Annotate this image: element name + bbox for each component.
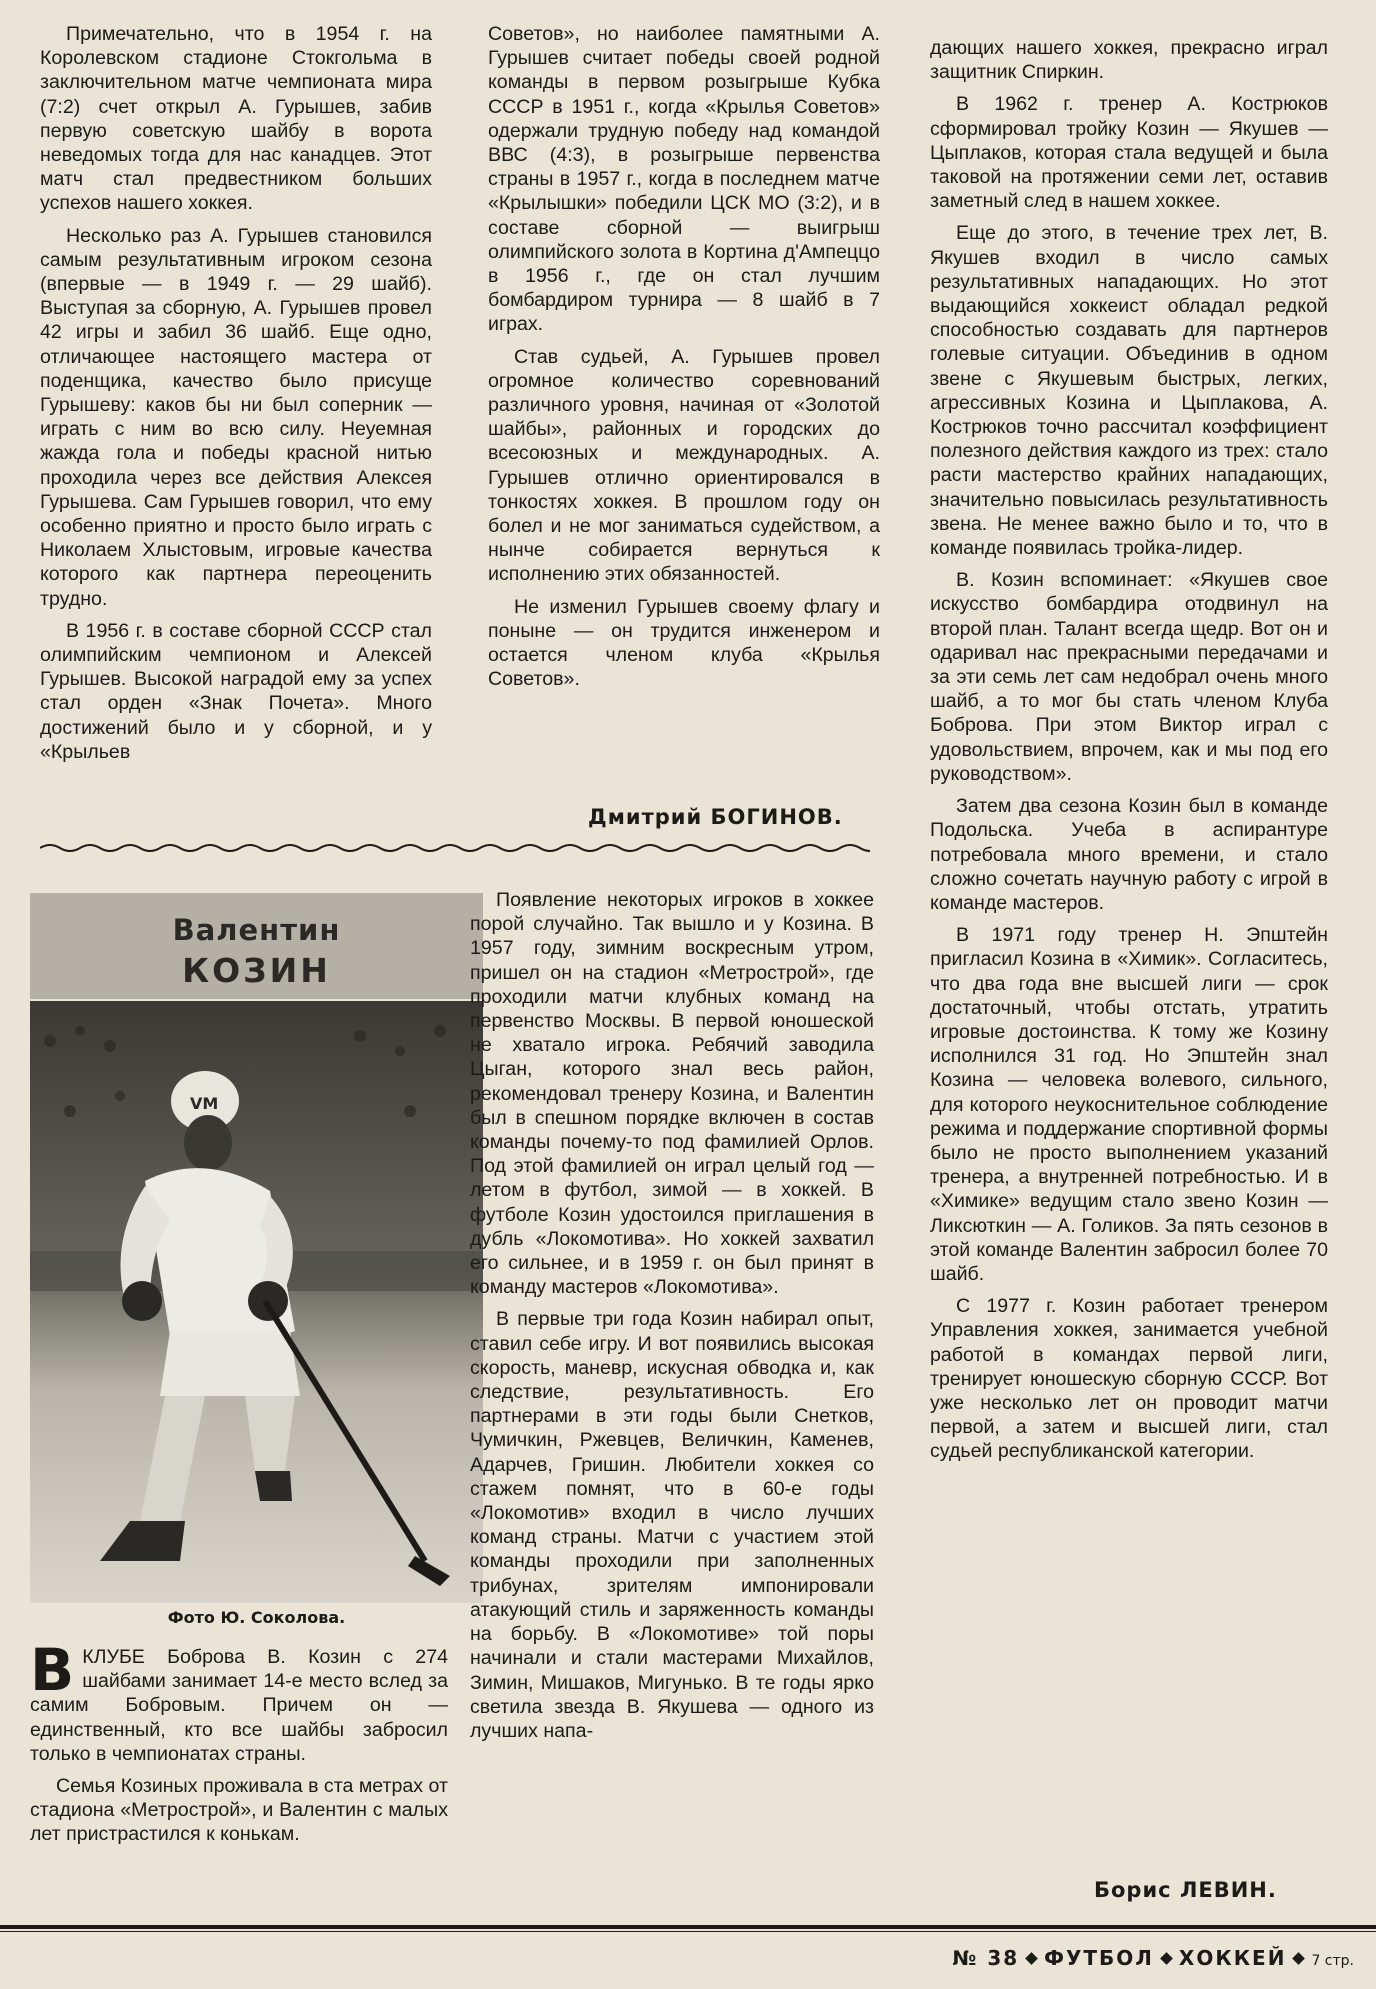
hockey-player-illustration [30, 1001, 483, 1603]
paragraph: В 1962 г. тренер А. Кострюков сформировал тройку Козин — Якушев — Цыплаков, которая стала ведущей и была таковой на протяжении семи лет, оставив заметный след в нашем хоккее. [930, 93, 1328, 213]
paragraph: дающих нашего хоккея, прекрасно играл защитник Спиркин. [930, 37, 1328, 84]
footer-rule [0, 1925, 1376, 1929]
svg-text:VM: VM [190, 1094, 219, 1113]
header-first-name: Валентин [172, 913, 341, 947]
paper-title-part2: ХОККЕЙ [1178, 1946, 1287, 1970]
article1-column2 [488, 22, 880, 699]
article1-column1 [40, 22, 432, 772]
page-number: 7 стр. [1311, 1953, 1354, 1969]
drop-cap: В [30, 1636, 75, 1704]
header-last-name: КОЗИН [182, 951, 331, 990]
paragraph: Несколько раз А. Гурышев становился самым результативным игроком сезона (впервые — в 1949 г. — 29 шайб). Выступая за сборную, А. Гурышев провел 42 игры и забил 36 шайб. Еще одно, отличающее настоящего мастера от поденщика, качество было присуще Гурышеву: каков бы ни был соперник — играть с ним во всю силу. Неуемная жажда гола и победы красной нитью проходила через все действия Алексея Гурышева. Сам Гурышев говорил, что ему особенно приятно и просто было играть с Николаем Хлыстовым, игровые качества которого как партнера переоценить трудно. [40, 224, 432, 610]
article1-author: Дмитрий БОГИНОВ. [588, 805, 843, 829]
photo-caption: Фото Ю. Соколова. [167, 1608, 346, 1627]
lead-text: КЛУБЕ Боброва В. Козин с 274 шайбами занимает 14-е место вслед за самим Бобровым. Причем он — единственный, кто все шайбы забросил только в чемпионатах страны. [30, 1646, 448, 1765]
page-footer [952, 1946, 1354, 1970]
issue-number: № 38 [952, 1946, 1020, 1970]
lead-paragraph [30, 1636, 448, 1766]
article2-column2 [470, 888, 874, 1751]
paragraph: В первые три года Козин набирал опыт, ставил себе игру. И вот появились высокая скорость, маневр, искусная обводка и, как следствие, результативность. Его партнерами в эти годы были Снетков, Чумичкин, Ржевцев, Величкин, Каменев, Адарчев, Гришин. Любители хоккея со стажем помнят, что в 60-е годы «Локомотив» входил в число лучших команд страны. Матчи с участием этой команды проходили при заполненных трибунах, зрителям импонировали атакующий стиль и заряженность команды на борьбу. В «Локомотиве» той поры начинали и стали мастерами Михайлов, Зимин, Мишаков, Мигунько. В те годы ярко светила звезда В. Якушева — одного из лучших напа- [470, 1308, 874, 1742]
paragraph: Еще до этого, в течение трех лет, В. Якушев входил в число самых результативных нападающих. Но этот выдающийся хоккеист обладал редкой способностью создавать для партнеров голевые ситуации. Объединив в одном звене с Якушевым быстрых, легких, агрессивных Козина и Цыплакова, А. Кострюков точно рассчитал коэффициент полезного действия каждого из трех: стало расти мастерство крайних нападающих, значительно повысилась результативность звена. Не менее важно было и то, что в команде появилась тройка-лидер. [930, 222, 1328, 560]
paragraph: Став судьей, А. Гурышев провел огромное количество соревнований различного уровня, начиная от «Золотой шайбы», районных и городских до всесоюзных и международных. А. Гурышев отлично ориентировался в тонкостях хоккея. В прошлом году он болел и не мог заниматься судейством, а нынче собирается вернуться к исполнению этих обязанностей. [488, 345, 880, 586]
article2-header [30, 893, 483, 999]
paragraph: В 1956 г. в составе сборной СССР стал олимпийским чемпионом и Алексей Гурышев. Высокой наградой ему за успех стал орден «Знак Почета». Много достижений было и у сборной, и у «Крыльев [40, 619, 432, 763]
player-photo [30, 1001, 483, 1603]
paragraph: С 1977 г. Козин работает тренером Управления хоккея, занимается учебной работой в командах первой лиги, тренирует юношескую сборную СССР. Вот уже несколько лет он проводит матчи первой, а затем и высшей лиги, стал судьей республиканской категории. [930, 1295, 1328, 1463]
article2-author: Борис ЛЕВИН. [1094, 1878, 1277, 1902]
paper-title-part1: ФУТБОЛ [1044, 1946, 1154, 1970]
paragraph: Семья Козиных проживала в ста метрах от стадиона «Метрострой», и Валентин с малых лет пристрастился к конькам. [30, 1775, 448, 1846]
diamond-icon [1160, 1952, 1173, 1965]
paragraph: Примечательно, что в 1954 г. на Королевском стадионе Стокгольма в заключительном матче чемпионата мира (7:2) счет открыл А. Гурышев, забив первую советскую шайбу в ворота неведомых тогда для нас канадцев. Этот матч стал предвестником больших успехов нашего хоккея. [40, 23, 432, 215]
diamond-icon [1025, 1952, 1038, 1965]
paragraph: Появление некоторых игроков в хоккее порой случайно. Так вышло и у Козина. В 1957 году, зимним воскресным утром, пришел он на стадион «Метрострой», где проходили матчи клубных команд на первенство Москвы. В первой юношеской не хватало игрока. Ребячий заводила Цыган, которого знал весь район, рекомендовал тренеру Козина, и Валентин был в спешном порядке включен в состав команды почему-то под фамилией Орлов. Под этой фамилией он играл целый год — летом в футбол, зимой — в хоккей. В футболе Козин удостоился приглашения в дубль «Локомотива». Но хоккей захватил его сильнее, и в 1959 г. он был принят в команду мастеров «Локомотива». [470, 889, 874, 1299]
paragraph: Затем два сезона Козин был в команде Подольска. Учеба в аспирантуре потребовала много времени, и стало сложно сочетать научную работу с игрой в команде мастеров. [930, 795, 1328, 914]
paragraph: Не изменил Гурышев своему флагу и поныне — он трудится инженером и остается членом клуба «Крылья Советов». [488, 595, 880, 691]
wavy-divider [40, 840, 870, 856]
footer-rule-thin [0, 1931, 1376, 1932]
article2-column3 [930, 36, 1328, 1472]
diamond-icon [1293, 1952, 1306, 1965]
paragraph: В. Козин вспоминает: «Якушев свое искусство бомбардира отодвинул на второй план. Талант всегда щедр. Вот он и одаривал нас прекрасными передачами и за эти семь лет сам недобрал очень много шайб, а то мог бы стать членом Клуба Боброва. При этом Виктор играл с удовольствием, впрочем, как и мы под его руководством». [930, 569, 1328, 785]
paragraph: В 1971 году тренер Н. Эпштейн пригласил Козина в «Химик». Согласитесь, что два года вне высшей лиги — срок достаточный, чтобы отстать, утратить игровые достоинства. К тому же Козину исполнился 31 год. Но Эпштейн знал Козина — человека волевого, сильного, для которого неукоснительное соблюдение режима и поддержание спортивной формы было не просто выполнением указаний тренера, а внутренней потребностью. И в «Химике» ведущим стало звено Козин — Ликсюткин — А. Голиков. За пять сезонов в этой команде Валентин забросил более 70 шайб. [930, 924, 1328, 1285]
paragraph: Советов», но наиболее памятными А. Гурышев считает победы своей родной команды в первом розыгрыше Кубка СССР в 1951 г., когда «Крылья Советов» одержали трудную победу над командой ВВС (4:3), в розыгрыше первенства страны в 1957 г., когда в последнем матче «Крылышки» победили ЦСК МО (3:2), и в составе сборной — выигрыш олимпийского золота в Кортина д'Ампеццо в 1956 г., где он стал лучшим бомбардиром турнира — 8 шайб в 7 играх. [488, 23, 880, 336]
article2-column1 [30, 1636, 448, 1855]
